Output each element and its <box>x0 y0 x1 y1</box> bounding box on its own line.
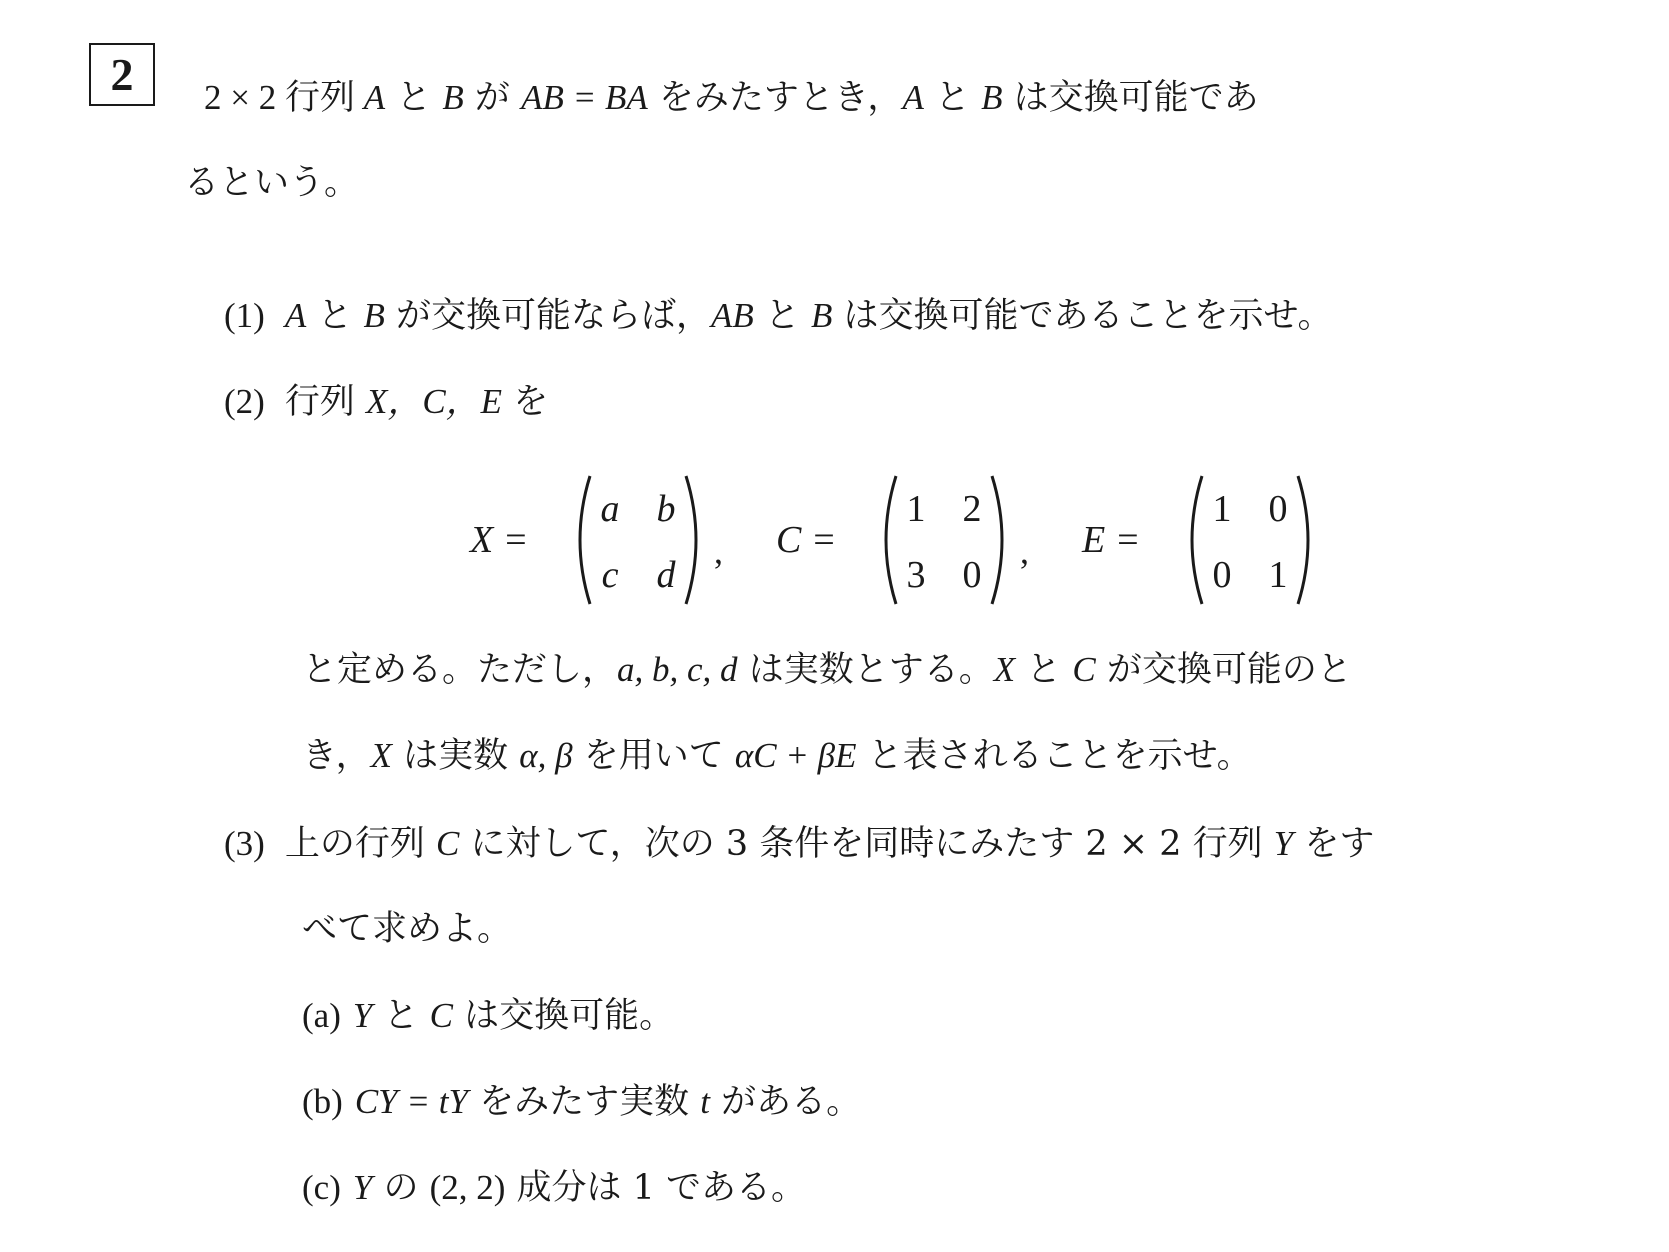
matrix-e <box>1180 470 1320 610</box>
condition-c-label: (c) <box>302 1168 341 1207</box>
matrix-parentheses <box>1180 470 1320 610</box>
condition-text: をみたす実数 <box>467 1082 701 1122</box>
math-A: A <box>284 296 307 335</box>
matrix-c <box>874 470 1014 610</box>
math-X: X <box>370 736 392 775</box>
intro-line-1 <box>204 80 1259 116</box>
part-2-text: が交換可能のと <box>1095 650 1352 690</box>
math-B: B <box>981 78 1003 117</box>
matrix-e-name: E = <box>1082 519 1141 561</box>
math-equation: AB = BA <box>521 78 648 117</box>
math-B: B <box>442 78 464 117</box>
part-2-text: を <box>502 382 549 422</box>
part-3-text: をす <box>1293 824 1375 864</box>
matrix-e-cell: 1 <box>1268 554 1288 596</box>
part-1 <box>224 298 1333 334</box>
math-AB: AB <box>711 296 754 335</box>
intro-text: と <box>923 78 982 118</box>
problem-number: 2 <box>89 43 155 106</box>
math-A: A <box>902 78 924 117</box>
part-1-text: と <box>306 296 364 336</box>
math-t: t <box>700 1082 710 1121</box>
math-C: C <box>435 824 460 863</box>
part-3-line-2: べて求めよ。 <box>302 909 513 949</box>
math-vars: X，C，E <box>365 382 503 421</box>
math-C: C <box>1072 650 1096 689</box>
part-1-text: が交換可能ならば， <box>384 296 711 336</box>
intro-text: と <box>385 78 443 118</box>
part-2-text: 行列 <box>284 382 366 422</box>
condition-b-label: (b) <box>302 1082 343 1121</box>
part-1-label: (1) <box>224 296 265 335</box>
part-2-text: は実数とする。 <box>737 650 994 690</box>
matrix-comma: , <box>714 531 723 571</box>
part-2 <box>224 384 548 420</box>
part-2-line-2 <box>302 738 1252 774</box>
matrix-definitions <box>470 470 1330 610</box>
matrix-x-cell: d <box>656 554 676 596</box>
matrix-c-cell: 1 <box>906 488 926 530</box>
math-C: C <box>429 996 453 1035</box>
intro-text: が <box>463 78 522 118</box>
condition-text: は交換可能。 <box>452 996 675 1036</box>
math-Y: Y <box>1273 824 1294 863</box>
math-equation: CY = tY <box>354 1082 468 1121</box>
math-alpha-beta: α, β <box>519 736 573 775</box>
matrix-parentheses <box>874 470 1014 610</box>
part-2-text: は実数 <box>392 736 520 776</box>
matrix-x-cell: a <box>600 488 620 530</box>
part-2-text: と <box>1015 650 1073 690</box>
math-A: A <box>363 78 386 117</box>
matrix-c-cell: 0 <box>962 554 982 596</box>
matrix-x-name: X = <box>470 519 529 561</box>
matrix-x <box>568 470 708 610</box>
matrix-x-cell: b <box>656 488 676 530</box>
intro-line-2: るという。 <box>184 163 360 203</box>
condition-text: 成分は 1 である。 <box>505 1168 807 1208</box>
intro-text: は交換可能であ <box>1002 78 1259 118</box>
math-X: X <box>993 650 1016 689</box>
part-3-label: (3) <box>224 824 265 863</box>
matrix-x-cell: c <box>601 554 619 596</box>
part-2-label: (2) <box>224 382 265 421</box>
matrix-c-cell: 3 <box>906 554 926 596</box>
intro-text: 2 × 2 行列 <box>204 78 364 117</box>
matrix-e-cell: 0 <box>1268 488 1288 530</box>
part-2-text: を用いて <box>572 736 735 776</box>
condition-text: の <box>372 1168 430 1208</box>
math-expression: αC + βE <box>734 736 857 775</box>
part-2-line-1 <box>302 652 1352 688</box>
math-vars: a, b, c, d <box>617 650 738 689</box>
part-1-text: は交換可能であることを示せ。 <box>832 296 1333 336</box>
part-3-text: 上の行列 <box>284 824 436 864</box>
condition-text: と <box>372 996 430 1036</box>
intro-text: をみたすとき， <box>647 78 903 118</box>
matrix-c-name: C = <box>776 519 837 561</box>
math-Y: Y <box>352 1168 373 1207</box>
math-B: B <box>811 296 833 335</box>
condition-a-label: (a) <box>302 996 341 1035</box>
matrix-c-cell: 2 <box>962 488 982 530</box>
part-2-text: と定める。ただし， <box>302 650 618 690</box>
part-1-text: と <box>753 296 812 336</box>
matrix-comma: , <box>1020 531 1029 571</box>
math-B: B <box>363 296 385 335</box>
part-2-text: き， <box>302 736 371 776</box>
matrix-parentheses <box>568 470 708 610</box>
condition-c <box>302 1170 806 1206</box>
math-Y: Y <box>352 996 373 1035</box>
part-3 <box>224 826 1374 862</box>
condition-text: がある。 <box>709 1082 862 1122</box>
condition-b <box>302 1084 861 1120</box>
part-3-text: に対して，次の 3 条件を同時にみたす 2 × 2 行列 <box>459 824 1274 864</box>
matrix-e-cell: 0 <box>1212 554 1232 596</box>
matrix-e-cell: 1 <box>1212 488 1232 530</box>
part-2-text: と表されることを示せ。 <box>856 736 1252 776</box>
condition-a <box>302 998 674 1034</box>
math-position: (2, 2) <box>429 1168 506 1207</box>
